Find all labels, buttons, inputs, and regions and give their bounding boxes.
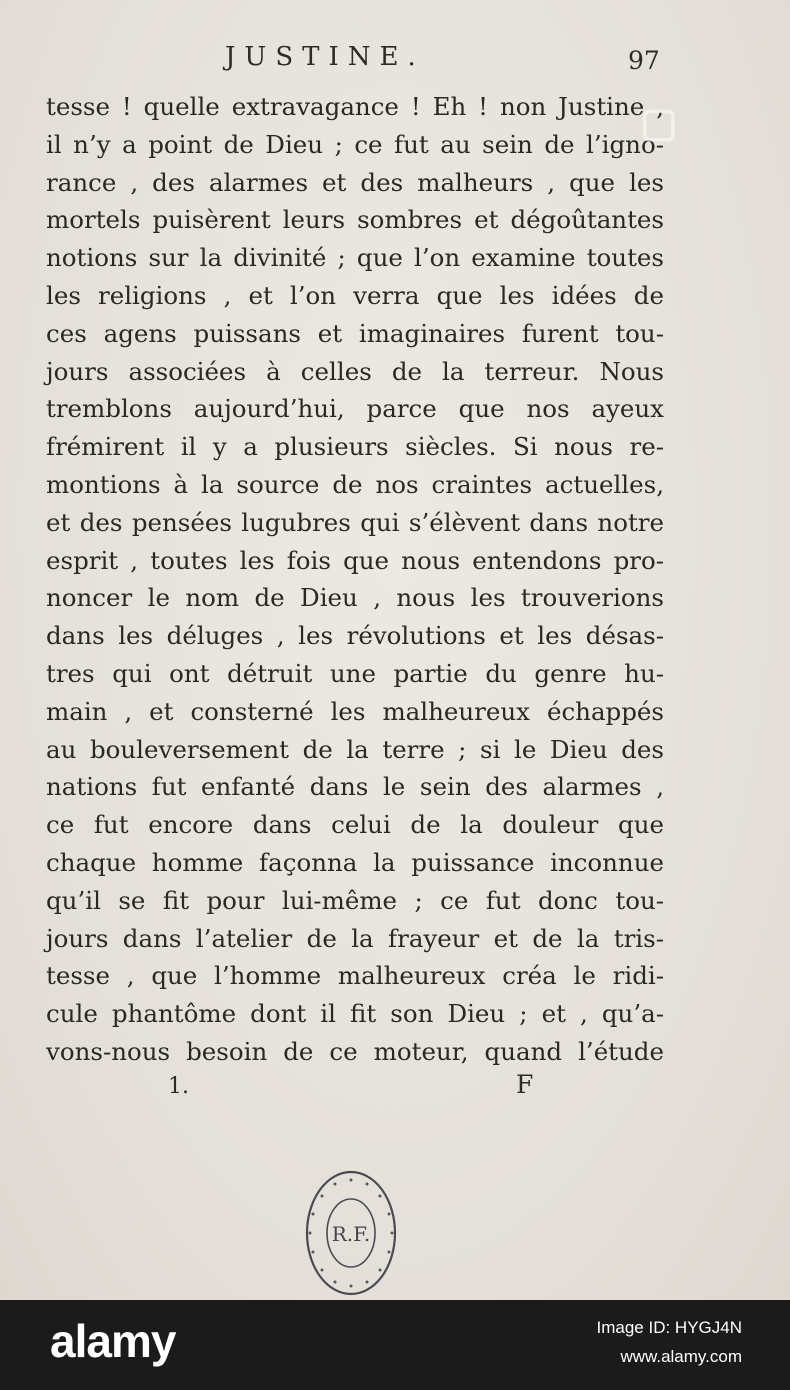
text-line: qu’il se fit pour lui-même ; ce fut donc tou- <box>46 885 664 915</box>
text-line: tesse ! quelle extravagance ! Eh ! non Justine , <box>46 92 664 121</box>
text-line: vons-nous besoin de ce moteur, quand l’étude <box>46 1036 664 1066</box>
text-line: dans les déluges , les révolutions et les désas- <box>46 621 664 651</box>
text-line: jours dans l’atelier de la frayeur et de la tris- <box>46 923 664 953</box>
text-line: esprit , toutes les fois que nous entendons pro- <box>46 545 664 575</box>
text-line: tesse , que l’homme malheureux créa le ridi- <box>46 961 664 991</box>
body-text <box>46 88 664 1071</box>
text-line: main , et consterné les malheureux échappés <box>46 696 664 726</box>
text-line: chaque homme façonna la puissance inconnue <box>46 847 664 877</box>
text-line: au bouleversement de la terre ; si le Dieu des <box>46 734 664 764</box>
text-line: mortels puisèrent leurs sombres et dégoûtantes <box>46 205 664 235</box>
text-line: nations fut enfanté dans le sein des alarmes , <box>46 772 664 802</box>
page-number: 97 <box>628 46 660 75</box>
text-line: montions à la source de nos craintes actuelles, <box>46 469 664 499</box>
brand-logo: alamy <box>50 1315 176 1367</box>
site-url: www.alamy.com <box>620 1347 742 1366</box>
text-line: tres qui ont détruit une partie du genre hu- <box>46 658 664 688</box>
library-stamp <box>303 1168 399 1298</box>
signature-mark: 1. <box>168 1074 189 1099</box>
text-line: frémirent il y a plusieurs siècles. Si nous re- <box>46 432 664 462</box>
running-head: JUSTINE. <box>225 42 425 72</box>
text-line: ce fut encore dans celui de la douleur que <box>46 810 664 840</box>
text-line: noncer le nom de Dieu , nous les trouverions <box>46 583 664 613</box>
text-line: et des pensées lugubres qui s’élèvent dans notre <box>46 507 664 537</box>
stamp-monogram: R.F. <box>331 1222 371 1246</box>
text-line: cule phantôme dont il fit son Dieu ; et , qu’a- <box>46 999 664 1029</box>
image-id: Image ID: HYGJ4N <box>596 1318 742 1337</box>
text-line: les religions , et l’on verra que les idées de <box>46 280 664 310</box>
catchword: F <box>516 1070 534 1099</box>
text-line: notions sur la divinité ; que l’on examine toutes <box>46 243 664 273</box>
text-line: jours associées à celles de la terreur. Nous <box>46 356 664 386</box>
text-line: tremblons aujourd’hui, parce que nos ayeux <box>46 394 664 424</box>
watermark-mark: ▢ <box>640 101 678 145</box>
text-line: ces agens puissans et imaginaires furent tou- <box>46 318 664 348</box>
text-line: il n’y a point de Dieu ; ce fut au sein de l’igno- <box>46 129 664 159</box>
text-line: rance , des alarmes et des malheurs , que les <box>46 167 664 197</box>
